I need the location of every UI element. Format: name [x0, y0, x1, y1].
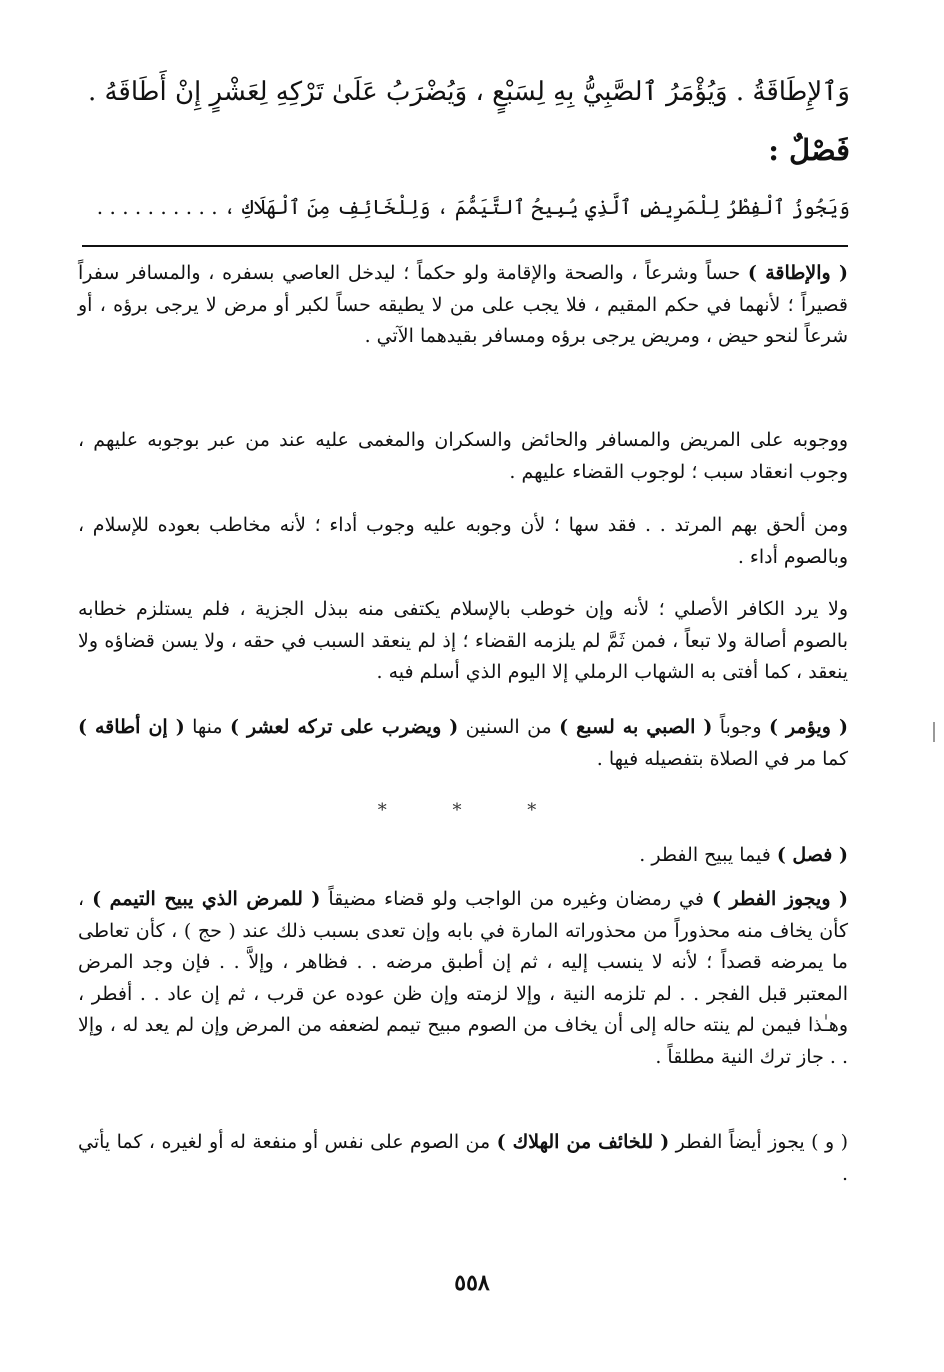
scan-edge-mark — [933, 722, 935, 742]
commentary-paragraph-7 — [78, 884, 848, 1073]
section-divider-stars: * * * — [377, 800, 567, 821]
commentary-paragraph-2 — [78, 425, 848, 488]
commentary-text: ومن ألحق بهم المرتد . . فقد سها ؛ لأن وجوبه عليه وجوب أداء ؛ لأنه مخاطب بعوده للإسلام ، وبالصوم أداء . — [78, 514, 848, 568]
matn-line-1: وَٱلإِطَاقَةُ . وَيُؤْمَرُ ٱلصَّبِيُّ بِهِ لِسَبْعٍ ، وَيُضْرَبُ عَلَىٰ تَرْكِهِ لِعَشْرٍ إِنْ أَطَاقَهُ . — [87, 77, 850, 107]
page-number: ٥٥٨ — [454, 1270, 490, 1296]
commentary-paragraph-5 — [78, 712, 848, 775]
commentary-paragraph-6 — [78, 840, 848, 872]
quoted-matn: ( فصل ) — [776, 844, 848, 866]
matn-line-3: وَيَجُوزُ ٱلْفِطْرُ لِلْمَرِيضِ ٱلَّذِي يُبِيحُ ٱلتَّيَمُّمَ ، وَلِلْخَائِفِ مِنَ ٱلْهَلَاكِ ، . . . . . . . . . . — [96, 195, 850, 219]
commentary-text: حساً وشرعاً ، والصحة والإقامة ولو حكماً ؛ ليدخل العاصي بسفره ، والمسافر سفراً قصيراً ؛ لأنهما في حكم المقيم ، فلا يجب على من لا يطيقه حساً لكبر أو مرض لا يرجى برؤه ، أو شرعاً لنحو حيض ، ومريض يرجى برؤه ومسافر بقيدهما الآتي . — [78, 262, 848, 347]
quoted-matn: ( إن أطاقه ) — [78, 716, 185, 738]
quoted-matn: ( والإطاقة ) — [747, 262, 848, 284]
commentary-text: من الصوم على نفس أو منفعة له أو لغيره ، كما يأتي . — [78, 1131, 848, 1185]
commentary-text: ووجوبه على المريض والمسافر والحائض والسكران والمغمى عليه عند من عبر بوجوبه عليهم ، وجوب انعقاد سبب ؛ لوجوب القضاء عليهم . — [78, 429, 848, 483]
commentary-text: في رمضان وغيره من الواجب ولو قضاء مضيقاً — [320, 888, 712, 910]
commentary-text: ، كأن يخاف منه محذوراً من محذوراته المارة في بابه وإن تعدى بسبب ذلك عند ( حج ) ، كأن تعاطى ما يمرضه قصداً ؛ لأنه لا ينسب إليه ، ثم إن أطبق مرضه . . فظاهر ، وإلاَّ . . فإن وجد المرض المعتبر قبل الفجر . . لم تلزمه النية ، وإلا لزمته وإن ظن عوده عن قرب ، ثم إن عاد . . أفطر ، وهـٰذا فيمن لم ينته حاله إلى أن يخاف من الصوم مبيح تيمم لضعفه من المرض وإن لم يعد له ، وإلا . . جاز ترك النية مطلقاً . — [78, 888, 848, 1068]
quoted-matn: ( ويجوز الفطر ) — [711, 888, 849, 910]
quoted-matn: ( الصبي به لسبع ) — [559, 716, 713, 738]
commentary-text: من السنين — [458, 716, 560, 738]
commentary-text: ولا يرد الكافر الأصلي ؛ لأنه وإن خوطب بالإسلام يكتفى منه ببذل الجزية ، فلم يستلزم خطابه بالصوم أصالة ولا تبعاً ، فمن ثَمَّ لم يلزمه القضاء ؛ إذ لم ينعقد السبب في حقه ، ولا يسن قضاؤه ولا ينعقد ، كما أفتى به الشهاب الرملي إلا اليوم الذي أسلم فيه . — [78, 598, 848, 683]
quoted-matn: ( للمرض الذي يبيح التيمم ) — [92, 888, 321, 910]
quoted-matn: ( للخائف من الهلاك ) — [496, 1131, 670, 1153]
commentary-paragraph-8 — [78, 1127, 848, 1190]
commentary-paragraph-4 — [78, 594, 848, 689]
commentary-text: وجوباً — [712, 716, 770, 738]
matn-fasl-heading: فَصْلٌ : — [768, 133, 850, 167]
commentary-text: فيما يبيح الفطر . — [639, 844, 777, 866]
separator-rule — [82, 245, 848, 247]
commentary-paragraph-3 — [78, 510, 848, 573]
commentary-text: كما مر في الصلاة بتفصيله فيها . — [596, 747, 848, 770]
commentary-paragraph-1 — [78, 258, 848, 353]
quoted-matn: ( ويضرب على تركه لعشر ) — [230, 716, 459, 738]
commentary-text: ( و ) يجوز أيضاً الفطر — [669, 1131, 848, 1153]
quoted-matn: ( ويؤمر ) — [769, 716, 848, 738]
commentary-text: منها — [184, 716, 231, 738]
